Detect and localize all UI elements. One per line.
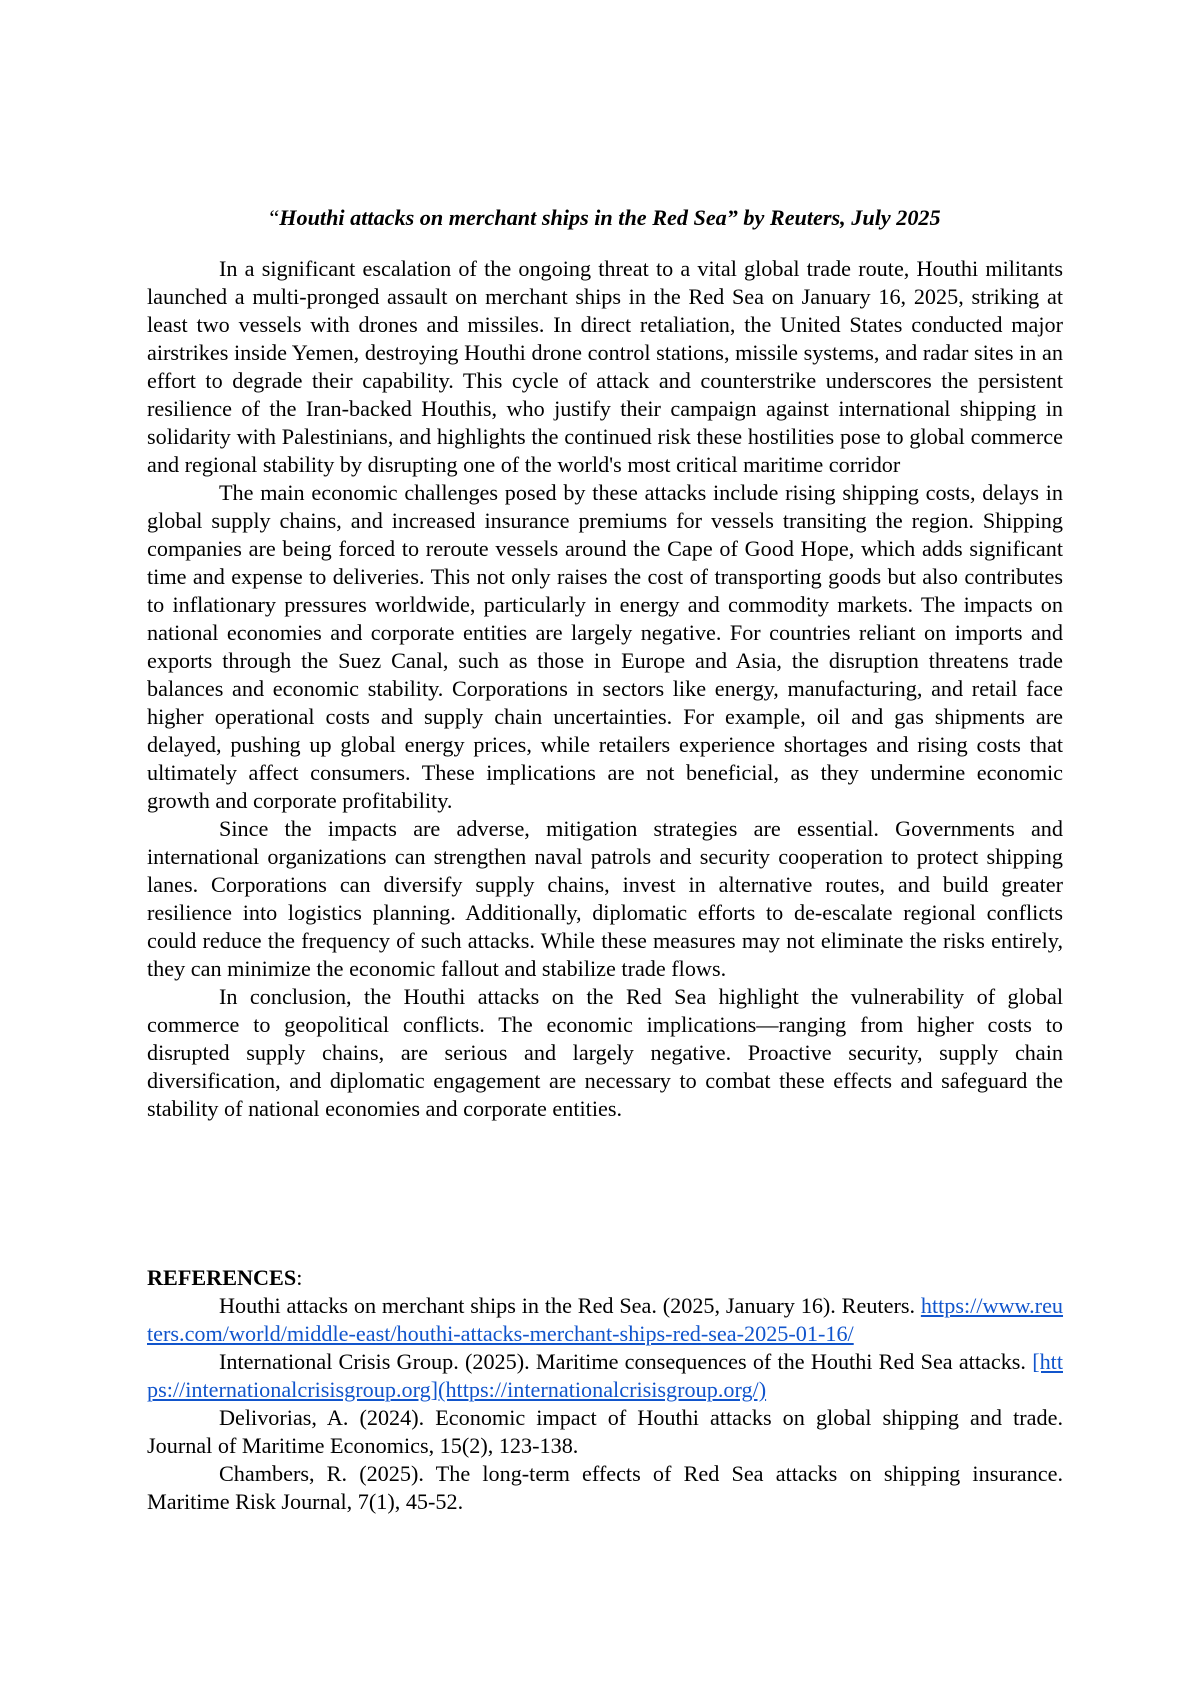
references-section: [147, 1264, 1063, 1516]
reference-item-reuters: [147, 1292, 1063, 1348]
reference-link-reuters[interactable]: https://www.reuters.com/world/middle-east/houthi-attacks-merchant-ships-red-sea-2025-01-16/: [147, 1293, 1064, 1346]
document-body: [147, 204, 1063, 1123]
paragraph-conclusion: In conclusion, the Houthi attacks on the Red Sea highlight the vulnerability of global commerce to geopolitical conflicts. The economic implications—ranging from higher costs to disrupted supply chains, are serious and largely negative. Proactive security, supply chain diversification, and diplomatic engagement are necessary to combat these effects and safeguard the stability of national economies and corporate entities.: [147, 984, 1063, 1121]
reference-text: Houthi attacks on merchant ships in the Red Sea. (2025, January 16). Reuters.: [219, 1293, 916, 1318]
title-text: Houthi attacks on merchant ships in the Red Sea” by Reuters, July 2025: [279, 205, 941, 230]
paragraph-intro: In a significant escalation of the ongoing threat to a vital global trade route, Houthi militants launched a multi-pronged assault on merchant ships in the Red Sea on January 16, 2025, striking at least two vessels with drones and missiles. In direct retaliation, the United States conducted major airstrikes inside Yemen, destroying Houthi drone control stations, missile systems, and radar sites in an effort to degrade their capability. This cycle of attack and counterstrike underscores the persistent resilience of the Iran-backed Houthis, who justify their campaign against international shipping in solidarity with Palestinians, and highlights the continued risk these hostilities pose to global commerce and regional stability by disrupting one of the world's most critical maritime corridor: [147, 256, 1063, 477]
references-heading-text: REFERENCES: [147, 1265, 297, 1290]
references-heading: [147, 1264, 1063, 1292]
paragraph-challenges: The main economic challenges posed by these attacks include rising shipping costs, delays in global supply chains, and increased insurance premiums for vessels transiting the region. Shipping companies are being forced to reroute vessels around the Cape of Good Hope, which adds significant time and expense to deliveries. This not only raises the cost of transporting goods but also contributes to inflationary pressures worldwide, particularly in energy and commodity markets. The impacts on national economies and corporate entities are largely negative. For countries reliant on imports and exports through the Suez Canal, such as those in Europe and Asia, the disruption threatens trade balances and economic stability. Corporations in sectors like energy, manufacturing, and retail face higher operational costs and supply chain uncertainties. For example, oil and gas shipments are delayed, pushing up global energy prices, while retailers experience shortages and rising costs that ultimately affect consumers. These implications are not beneficial, as they undermine economic growth and corporate profitability.: [147, 480, 1063, 813]
reference-item-crisis-group: [147, 1348, 1063, 1404]
title-open-quote: “: [269, 205, 280, 230]
document-title: [147, 204, 1063, 232]
reference-link-crisis-group[interactable]: [https://internationalcrisisgroup.org](https://internationalcrisisgroup.org/): [147, 1349, 1063, 1402]
reference-item-chambers: Chambers, R. (2025). The long-term effects of Red Sea attacks on shipping insurance. Maritime Risk Journal, 7(1), 45-52.: [147, 1461, 1063, 1514]
reference-item-delivorias: Delivorias, A. (2024). Economic impact of Houthi attacks on global shipping and trade. Journal of Maritime Economics, 15(2), 123-138.: [147, 1405, 1063, 1458]
references-heading-colon: :: [296, 1265, 303, 1290]
reference-text: International Crisis Group. (2025). Maritime consequences of the Houthi Red Sea attacks.: [219, 1349, 1026, 1374]
paragraph-mitigation: Since the impacts are adverse, mitigation strategies are essential. Governments and international organizations can strengthen naval patrols and security cooperation to protect shipping lanes. Corporations can diversify supply chains, invest in alternative routes, and build greater resilience into logistics planning. Additionally, diplomatic efforts to de-escalate regional conflicts could reduce the frequency of such attacks. While these measures may not eliminate the risks entirely, they can minimize the economic fallout and stabilize trade flows.: [147, 816, 1063, 981]
